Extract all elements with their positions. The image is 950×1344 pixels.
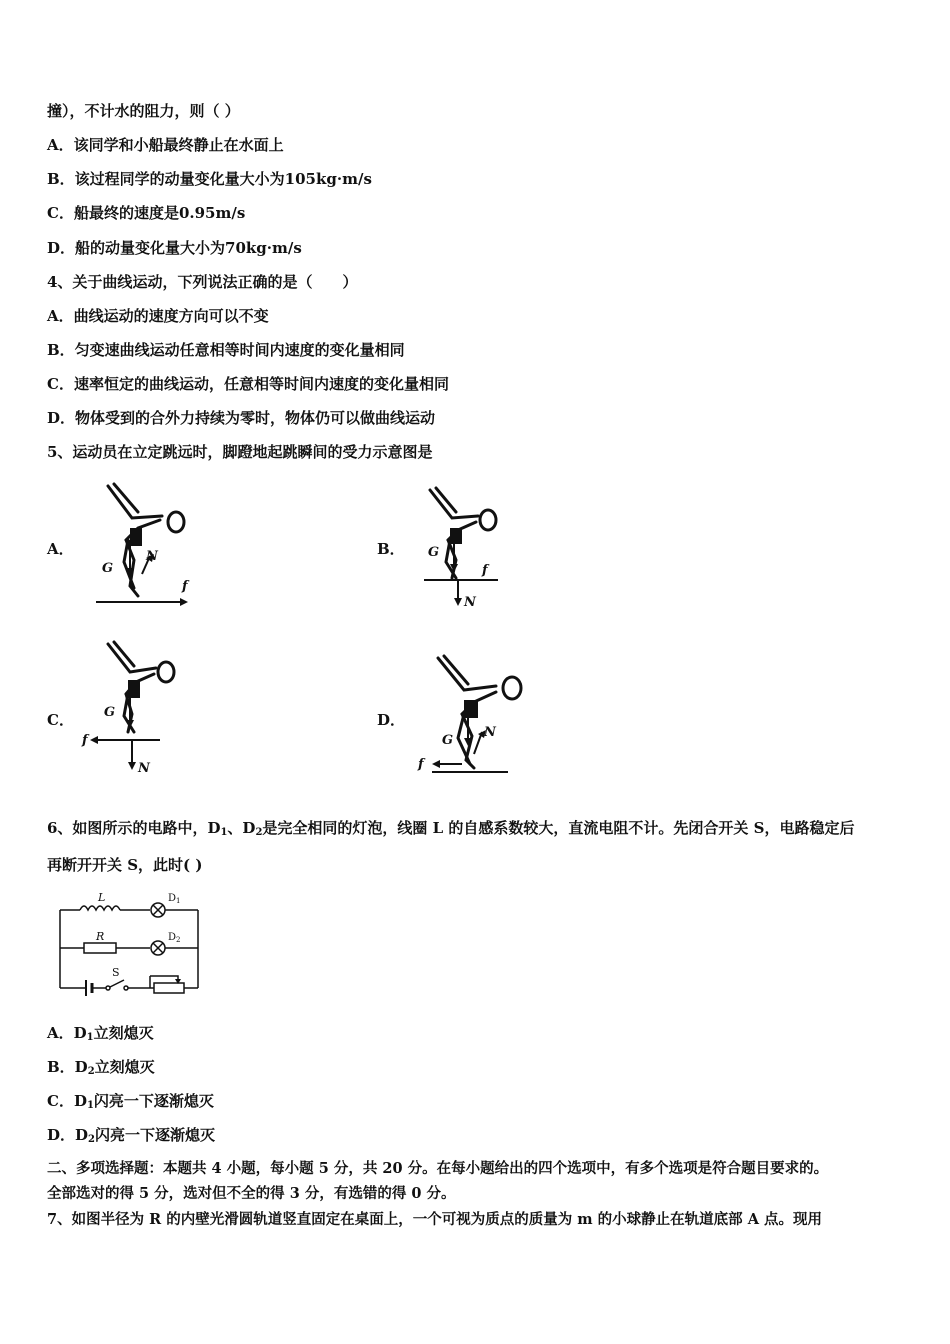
q3-option-d[interactable]: D．船的动量变化量大小为70kg·m/s	[47, 239, 302, 257]
q5-option-d-label[interactable]: D．	[377, 711, 406, 729]
lamp2-label: $D_2$	[168, 932, 181, 944]
q6-stem-line2: 再断开开关 S，此时( )	[47, 856, 203, 874]
q5-option-d-figure[interactable]	[412, 650, 542, 780]
q4-option-b[interactable]: B．匀变速曲线运动任意相等时间内速度的变化量相同	[47, 341, 405, 359]
force-label-g: G	[442, 733, 454, 748]
q5-option-b-label[interactable]: B．	[377, 540, 405, 558]
q3-option-c[interactable]: C．船最终的速度是0.95m/s	[47, 204, 246, 222]
q6-circuit-diagram	[50, 888, 210, 1000]
force-label-g: G	[102, 561, 114, 576]
q5-option-b-figure[interactable]	[420, 482, 510, 612]
q6-option-c[interactable]: C．$D_1$闪亮一下逐渐熄灭	[47, 1092, 214, 1111]
q7-stem: 7、如图半径为 R 的内壁光滑圆轨道竖直固定在桌面上，一个可视为质点的质量为 m 的小球静止在轨道底部 A 点。现用	[47, 1211, 823, 1228]
force-label-g: G	[428, 545, 440, 560]
force-label-n: N	[484, 725, 496, 740]
q3-stem-end: 撞），不计水的阻力，则（ ）	[47, 102, 240, 120]
inductor-label: L	[98, 891, 106, 904]
q5-option-a-label[interactable]: A．	[47, 540, 74, 558]
q5-option-c-figure[interactable]	[80, 636, 190, 776]
force-label-f: f	[482, 563, 488, 578]
q6-option-d[interactable]: D．$D_2$闪亮一下逐渐熄灭	[47, 1126, 216, 1145]
section2-heading: 二、多项选择题：本题共 4 小题，每小题 5 分，共 20 分。在每小题给出的四个选项中，有多个选项是符合题目要求的。	[47, 1160, 829, 1177]
force-label-n: N	[146, 549, 158, 564]
q6-option-b[interactable]: B．$D_2$立刻熄灭	[47, 1058, 155, 1077]
q5-option-c-label[interactable]: C．	[47, 711, 74, 729]
q3-option-a[interactable]: A．该同学和小船最终静止在水面上	[47, 136, 284, 154]
switch-label: S	[112, 966, 120, 979]
force-label-n: N	[138, 761, 150, 776]
force-label-f: f	[418, 757, 424, 772]
q4-option-d[interactable]: D．物体受到的合外力持续为零时，物体仍可以做曲线运动	[47, 409, 436, 427]
q3-option-b[interactable]: B．该过程同学的动量变化量大小为105kg·m/s	[47, 170, 372, 188]
q6-stem-line1: 6、如图所示的电路中，$D_1$、$D_2$是完全相同的灯泡，线圈 L 的自感系数较大，直流电阻不计。先闭合开关 S，电路稳定后	[47, 819, 855, 838]
resistor-label: R	[96, 930, 105, 943]
section2-scoring: 全部选对的得 5 分，选对但不全的得 3 分，有选错的得 0 分。	[47, 1185, 456, 1202]
force-label-f: f	[82, 733, 88, 748]
lamp1-label: $D_1$	[168, 893, 181, 905]
q6-option-a[interactable]: A．$D_1$立刻熄灭	[47, 1024, 154, 1043]
q5-stem: 5、运动员在立定跳远时，脚蹬地起跳瞬间的受力示意图是	[47, 443, 433, 461]
force-label-f: f	[182, 579, 188, 594]
force-label-g: G	[104, 705, 116, 720]
q4-option-c[interactable]: C．速率恒定的曲线运动，任意相等时间内速度的变化量相同	[47, 375, 449, 393]
force-label-n: N	[464, 595, 476, 610]
q5-option-a-figure[interactable]	[90, 478, 200, 608]
q4-option-a[interactable]: A．曲线运动的速度方向可以不变	[47, 307, 269, 325]
q4-stem: 4、关于曲线运动，下列说法正确的是（ ）	[47, 273, 358, 291]
